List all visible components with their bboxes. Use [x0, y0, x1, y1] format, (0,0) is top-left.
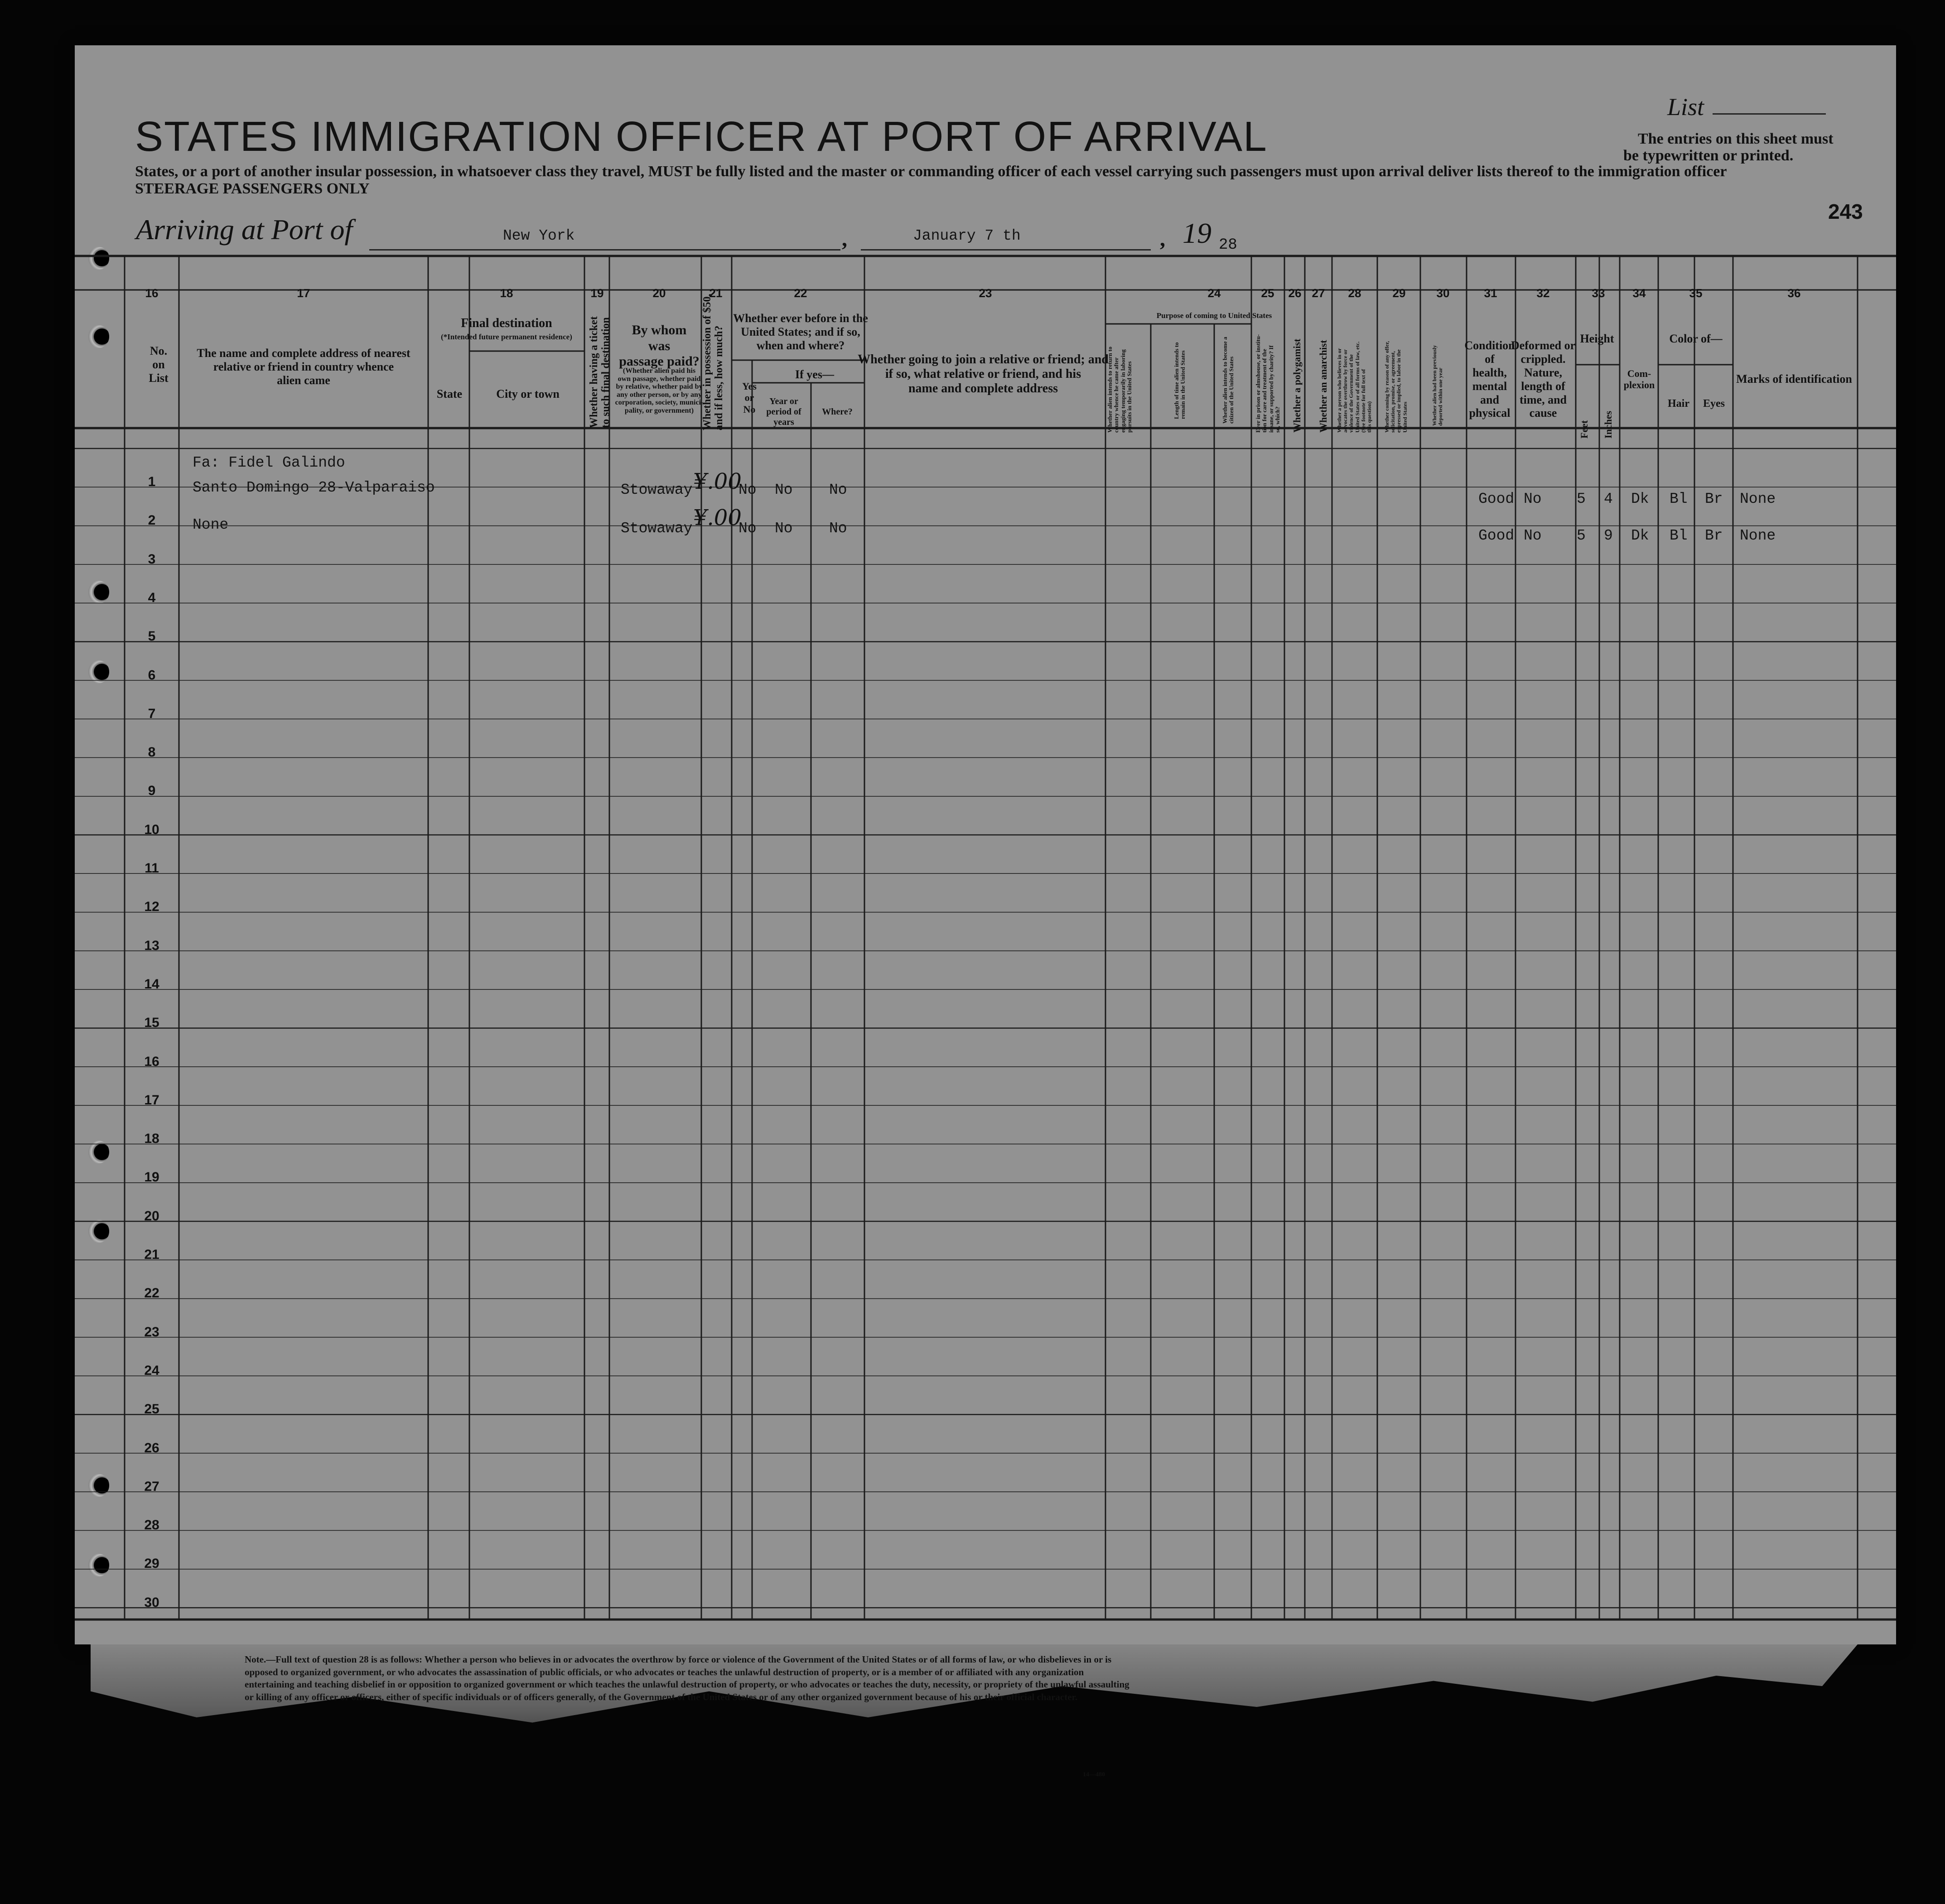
entry-2-period: No — [775, 520, 793, 537]
footnote: Note.—Full text of question 28 is as follows: Whether a person who believes in or advocates the overthrow by force or violence of the Government of the United States or of all forms of law, or who disbelieves in or is opposed to organized government, or who advocates the assassination of public officials, or who advocates or teaches the unlawful destruction of property, or is a member of or affiliated with any organization entertaining and teaching disbelief in or opposition to organized government or which teaches the unlawful destruction of property, or who advocates or teaches the duty, necessity, or propriety of the unlawful assaulting or killing of any officer or officers, either of specific individuals or of officers generally, of the Government of the United States or of any other organized government because of his or their official character. — [245, 1654, 1129, 1703]
entry-1-eyes: Br — [1705, 491, 1723, 507]
header-nearest-relative: The name and complete address of nearest relative or friend in country whence alien came — [197, 347, 410, 387]
steerage-label: STEERAGE PASSENGERS ONLY — [135, 180, 370, 197]
column-number: 26 — [1288, 286, 1302, 300]
column-number: 16 — [145, 286, 159, 300]
header-final-destination: Final destination — [461, 316, 552, 330]
column-number: 27 — [1312, 286, 1325, 300]
header-period: Year or period of years — [766, 396, 801, 427]
entries-note-line-2: be typewritten or printed. — [1623, 147, 1794, 164]
column-number: 30 — [1436, 286, 1450, 300]
entry-1-complexion: Dk — [1631, 491, 1649, 507]
row-number: 2 — [148, 513, 156, 528]
header-passage-paid-note: (Whether alien paid his own passage, whether paid by relative, whether paid by any other person, or by any corporation, society, munici- pality, or government) — [615, 367, 704, 415]
header-joining-relative: Whether going to join a relative or friend; and if so, what relative or friend, and his name and complete address — [858, 352, 1109, 396]
entry-2-before-in-us: No — [738, 520, 757, 537]
entry-2-inches: 9 — [1604, 527, 1613, 544]
entry-1-before-in-us: No — [738, 482, 757, 498]
column-number: 36 — [1787, 286, 1801, 300]
row-number: 12 — [144, 899, 159, 915]
header-marks: Marks of identification — [1736, 372, 1852, 386]
form-number: 14—480 — [1083, 1771, 1105, 1778]
form-title: STATES IMMIGRATION OFFICER AT PORT OF ARRIVAL — [135, 113, 1268, 160]
column-number: 28 — [1348, 286, 1361, 300]
entry-1-relative-line-1: Fa: Fidel Galindo — [193, 454, 345, 471]
row-number: 26 — [144, 1440, 159, 1456]
header-complexion: Com- plexion — [1623, 368, 1655, 391]
entry-2-passage-paid: Stowaway — [621, 520, 693, 537]
header-feet: Feet — [1578, 420, 1590, 439]
row-number: 30 — [144, 1595, 159, 1610]
header-where: Where? — [822, 407, 853, 417]
column-number: 34 — [1632, 286, 1646, 300]
column-number: 20 — [652, 286, 666, 300]
row-number: 6 — [148, 667, 156, 683]
entry-1-health: Good — [1478, 491, 1515, 507]
row-number: 22 — [144, 1286, 159, 1301]
header-ever-before: Whether ever before in the United States; and if so, when and where? — [733, 312, 868, 352]
header-inches: Inches — [1602, 410, 1614, 439]
row-number: 29 — [144, 1556, 159, 1571]
entry-1-period: No — [775, 482, 793, 498]
header-purpose-length: Length of time alien intends to remain in the United States — [1173, 342, 1187, 419]
entries-note-line-1: The entries on this sheet must — [1638, 130, 1834, 147]
header-purpose-citizen: Whether alien intends to become a citizen of the United States — [1221, 337, 1235, 424]
row-number: 18 — [144, 1131, 159, 1147]
entry-1-where: No — [829, 482, 847, 498]
row-number: 7 — [148, 706, 156, 721]
header-final-destination-note: (*Intended future permanent residence) — [441, 333, 572, 341]
entry-1-passage-paid: Stowaway — [621, 482, 693, 498]
entry-1-feet: 5 — [1577, 491, 1586, 507]
header-purpose-return: Whether alien intends to return to country whence he came after engaging temporarily in laboring pursuits in the United States — [1106, 347, 1133, 433]
comma-2: , — [1160, 227, 1165, 251]
column-number: 23 — [979, 286, 992, 300]
row-number: 25 — [144, 1402, 159, 1417]
header-state: State — [436, 387, 463, 400]
instruction-line: States, or a port of another insular possession, in whatsoever class they travel, MUST be fully listed and the master or commanding officer of each vessel carrying such passengers must upon arrival deliver lists thereof to the immigration officer — [135, 163, 1727, 180]
header-color-of: Color of— — [1669, 332, 1723, 345]
header-fifty-dollars: Whether in possession of $50, and if less, how much? — [701, 294, 725, 430]
row-number: 11 — [145, 861, 159, 876]
row-number: 9 — [148, 783, 156, 799]
comma-1: , — [842, 227, 847, 251]
entry-2-health: Good — [1478, 527, 1515, 544]
entry-2-money-mark: ¥.00 — [693, 505, 742, 530]
arriving-label: Arriving at Port of — [136, 213, 353, 246]
row-number: 24 — [144, 1363, 159, 1378]
header-polygamist: Whether a polygamist — [1291, 338, 1303, 433]
row-number: 20 — [144, 1208, 159, 1224]
entry-2-hair: Bl — [1670, 527, 1688, 544]
header-labor-offer: Whether coming by reason of any offer, solicitation, promise, or agreement, expressed or implied, to labor in the United States — [1384, 341, 1408, 433]
entry-1-marks: None — [1740, 491, 1776, 507]
year-prefix: 19 — [1182, 217, 1211, 249]
header-city: City or town — [496, 387, 560, 400]
header-passage-paid: By whom was passage paid? — [619, 323, 700, 369]
column-number: 33 — [1592, 286, 1605, 300]
header-deformed: Deformed or crippled. Nature, length of time, and cause — [1511, 339, 1576, 420]
entry-1-inches: 4 — [1604, 491, 1613, 507]
header-overthrow: Whether a person who believes in or advocates the overthrow by force or violence of the Government of the United States or of all forms of law, etc. (See footnote for full text of this question) — [1336, 341, 1372, 433]
header-health: Condition of health, mental and physical — [1464, 339, 1515, 420]
column-number: 35 — [1689, 286, 1703, 300]
column-number: 31 — [1484, 286, 1497, 300]
row-number: 23 — [144, 1324, 159, 1340]
entry-2-complexion: Dk — [1631, 527, 1649, 544]
column-number: 32 — [1536, 286, 1550, 300]
row-number: 15 — [144, 1015, 159, 1031]
entry-2-relative-line-1: None — [193, 516, 229, 533]
header-hair: Hair — [1668, 398, 1689, 410]
header-anarchist: Whether an anarchist — [1318, 340, 1329, 433]
row-number: 19 — [144, 1170, 159, 1185]
header-deported: Whether alien had been previously deported within one year — [1431, 345, 1444, 426]
header-no-on-list: No. on List — [149, 344, 169, 385]
column-number: 21 — [709, 286, 723, 300]
header-purpose: Purpose of coming to United States — [1156, 311, 1272, 320]
row-number: 21 — [144, 1247, 159, 1262]
entry-2-where: No — [829, 520, 847, 537]
header-height: Height — [1580, 332, 1614, 345]
row-number: 17 — [144, 1092, 159, 1108]
column-number: 17 — [297, 286, 310, 300]
row-number: 10 — [144, 822, 159, 837]
entry-2-deformed: No — [1524, 527, 1542, 544]
column-number: 18 — [500, 286, 513, 300]
column-number: 25 — [1261, 286, 1274, 300]
entry-2-marks: None — [1740, 527, 1776, 544]
entry-1-money-mark: ¥.00 — [693, 469, 742, 494]
page-number: 243 — [1828, 200, 1863, 223]
row-number: 8 — [148, 745, 156, 760]
header-eyes: Eyes — [1703, 398, 1725, 410]
header-prison: Ever in prison or almshouse, or institu- tion for care and treatment of the insane, or supported by charity? If so, which? — [1255, 334, 1281, 433]
row-number: 3 — [148, 551, 156, 567]
header-if-yes: If yes— — [795, 368, 834, 381]
header-ticket: Whether having a ticket to such final destination — [588, 316, 612, 428]
entry-2-eyes: Br — [1705, 527, 1723, 544]
row-number: 5 — [148, 629, 156, 644]
entry-1-hair: Bl — [1670, 491, 1688, 507]
row-number: 4 — [148, 590, 156, 605]
column-number: 24 — [1207, 286, 1221, 300]
column-number: 22 — [794, 286, 807, 300]
entry-1-deformed: No — [1524, 491, 1542, 507]
row-number: 28 — [144, 1518, 159, 1533]
row-number: 27 — [144, 1479, 159, 1494]
entry-2-feet: 5 — [1577, 527, 1586, 544]
port-value: New York — [503, 227, 575, 244]
row-number: 16 — [144, 1054, 159, 1069]
column-number: 29 — [1392, 286, 1406, 300]
row-number: 13 — [144, 938, 159, 953]
row-number: 14 — [144, 976, 159, 992]
date-value: January 7 th — [913, 227, 1021, 244]
header-yes-no: Yes or No — [742, 381, 757, 415]
entry-1-relative-line-2: Santo Domingo 28-Valparaiso — [193, 479, 435, 496]
year-suffix: 28 — [1219, 236, 1237, 254]
column-number: 19 — [590, 286, 604, 300]
row-number: 1 — [148, 474, 156, 489]
list-label: List — [1667, 93, 1704, 121]
